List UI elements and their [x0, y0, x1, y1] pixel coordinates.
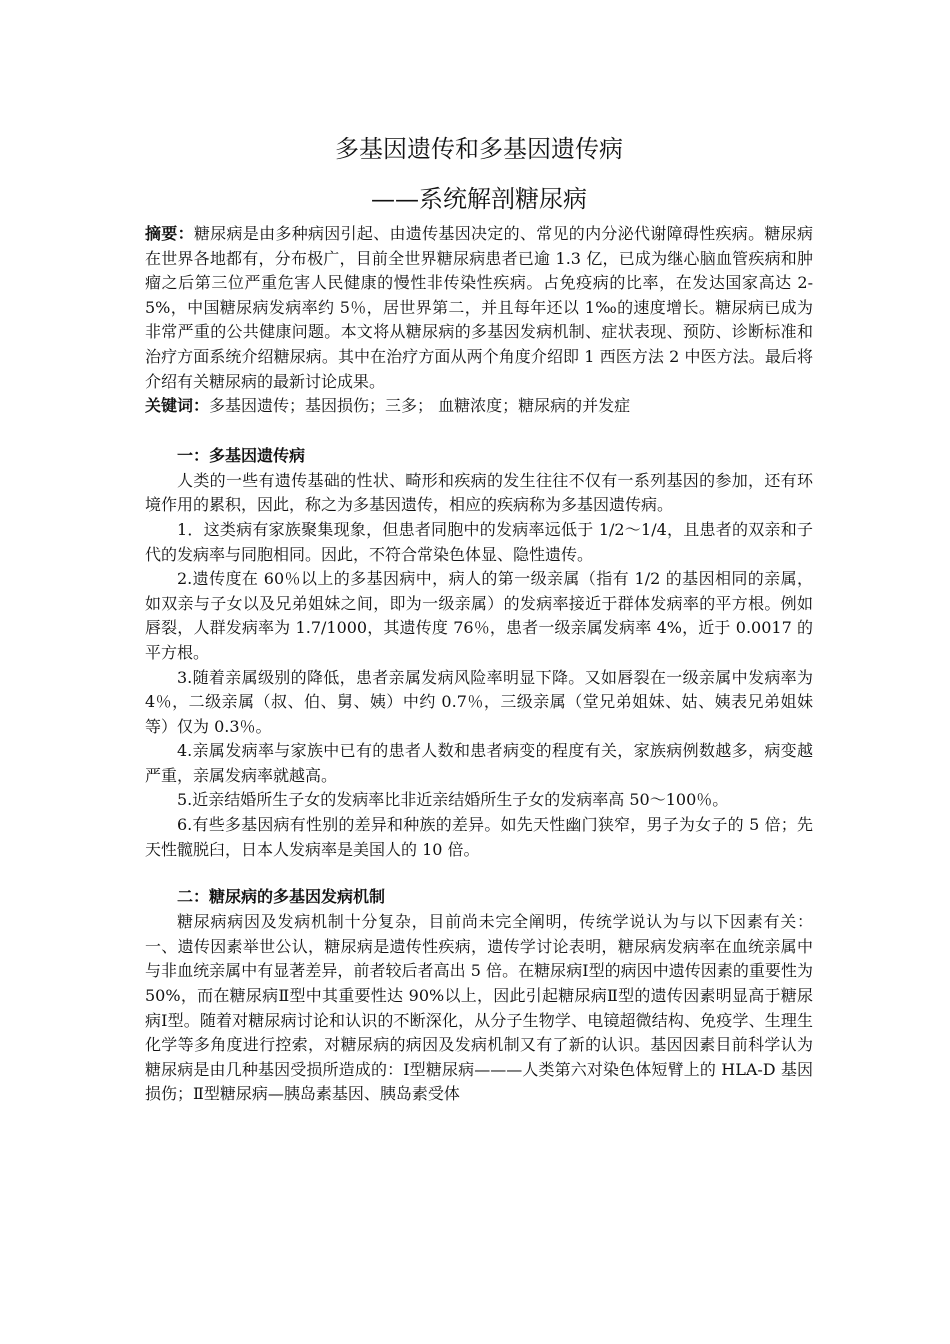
section-heading: 二：糖尿病的多基因发病机制 — [177, 887, 386, 907]
section-paragraph: 5.近亲结婚所生子女的发病率比非近亲结婚所生子女的发病率高 50～100％。 — [177, 790, 729, 810]
keywords-paragraph — [145, 394, 813, 419]
section-paragraph: 3.随着亲属级别的降低，患者亲属发病风险率明显下降。又如唇裂在一级亲属中发病率为 4％，二级亲属（叔、伯、舅、姨）中约 0.7％，三级亲属（堂兄弟姐妹、姑、姨表兄弟姐妹等）仅为 0.3％。 — [145, 667, 813, 736]
section-paragraph: 4.亲属发病率与家族中已有的患者人数和患者病变的程度有关，家族病例数越多，病变越严重，亲属发病率就越高。 — [145, 741, 813, 785]
section-paragraph: 糖尿病病因及发病机制十分复杂，目前尚未完全阐明，传统学说认为与以下因素有关：一、遗传因素举世公认，糖尿病是遗传性疾病，遗传学讨论表明，糖尿病发病率在血统亲属中与非血统亲属中有显著差异，前者较后者高出 5 倍。在糖尿病Ⅰ型的病因中遗传因素的重要性为 50%，而在糖尿病Ⅱ型中其重要性达 90%以上，因此引起糖尿病Ⅱ型的遗传因素明显高于糖尿病Ⅰ型。随着对糖尿病讨论和认识的不断深化，从分子生物学、电镜超微结构、免疫学、生理生化学等多角度进行控索，对糖尿病的病因及发病机制又有了新的认识。基因因素目前科学认为糖尿病是由几种基因受损所造成的：Ⅰ型糖尿病———人类第六对染色体短臂上的 HLA-D 基因损伤；Ⅱ型糖尿病—胰岛素基因、胰岛素受体 — [145, 912, 813, 1104]
section-paragraph: 人类的一些有遗传基础的性状、畸形和疾病的发生往往不仅有一系列基因的参加，还有环境作用的累积，因此，称之为多基因遗传，相应的疾病称为多基因遗传病。 — [145, 470, 813, 515]
section-heading: 一：多基因遗传病 — [177, 445, 306, 465]
section-paragraph: 1．这类病有家族聚集现象，但患者同胞中的发病率远低于 1/2～1/4，且患者的双亲和子代的发病率与同胞相同。因此，不符合常染色体显、隐性遗传。 — [145, 519, 813, 564]
section-spacer — [145, 862, 813, 884]
abstract-paragraph — [145, 222, 813, 394]
abstract-text: 糖尿病是由多种病因引起、由遗传基因决定的、常见的内分泌代谢障碍性疾病。糖尿病在世界各地都有，分布极广，目前全世界糖尿病患者已逾 1.3 亿，已成为继心脑血管疾病和肿瘤之后第三位严重危害人民健康的慢性非传染性疾病。占免疫病的比率，在发达国家高达 2-5%，中国糖尿病发病率约 5％，居世界第二，并且每年还以 1‰的速度增长。糖尿病已成为非常严重的公共健康问题。本文将从糖尿病的多基因发病机制、症状表现、预防、诊断标准和治疗方面系统介绍糖尿病。其中在治疗方面从两个角度介绍即 1 西医方法 2 中医方法。最后将介绍有关糖尿病的最新讨论成果。 — [145, 224, 813, 391]
document-page — [145, 132, 813, 1107]
document-title: 多基因遗传和多基因遗传病 — [335, 135, 623, 163]
keywords-text: 多基因遗传；基因损伤；三多； 血糖浓度；糖尿病的并发症 — [209, 396, 631, 416]
section-2 — [145, 884, 813, 1107]
section-paragraph: 6.有些多基因病有性别的差异和种族的差异。如先天性幽门狭窄，男子为女子的 5 倍；先天性髋脱臼，日本人发病率是美国人的 10 倍。 — [145, 815, 813, 859]
section-paragraph: 2.遗传度在 60％以上的多基因病中，病人的第一级亲属（指有 1/2 的基因相同的亲属，如双亲与子女以及兄弟姐妹之间，即为一级亲属）的发病率接近于群体发病率的平方根。例如唇裂，人群发病率为 1.7/1000，其遗传度 76％，患者一级亲属发病率 4%，近于 0.0017 的平方根。 — [145, 569, 813, 662]
section-1 — [145, 443, 813, 863]
document-subtitle: ——系统解剖糖尿病 — [371, 185, 587, 213]
abstract-label: 摘要： — [145, 224, 194, 243]
keywords-label: 关键词： — [145, 396, 210, 416]
